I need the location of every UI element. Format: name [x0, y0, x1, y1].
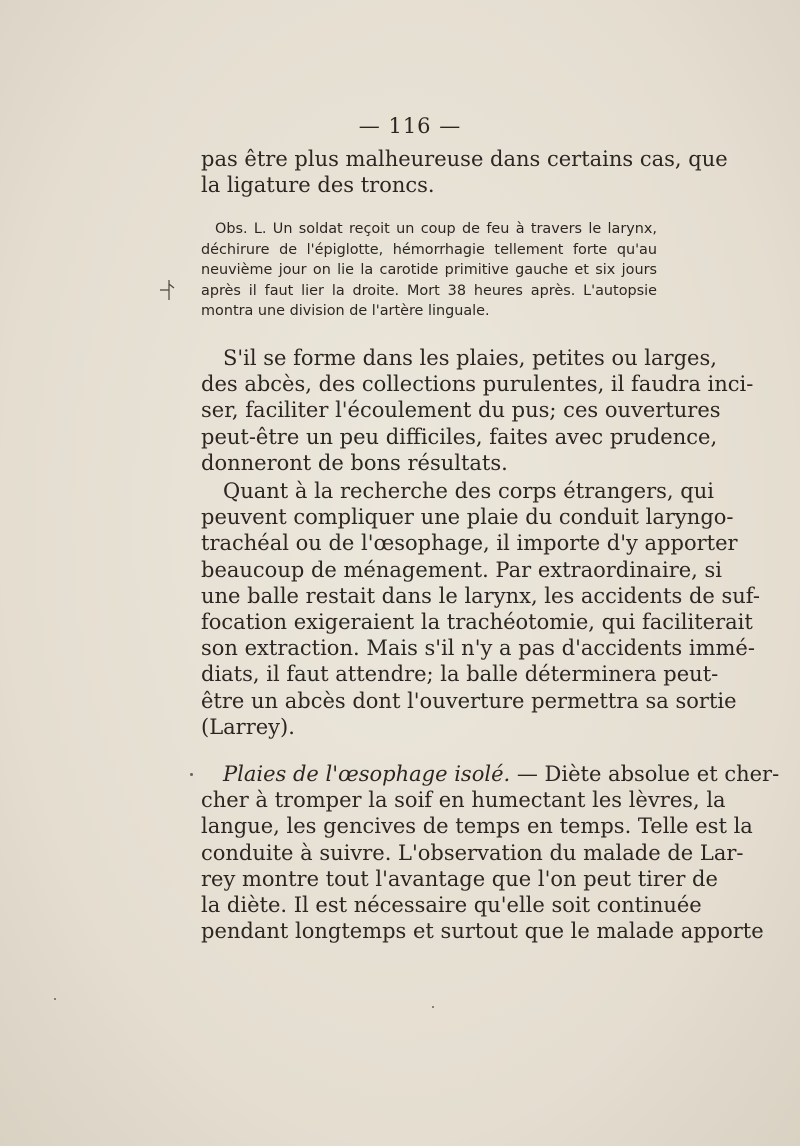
text-line: conduite à suivre. L'observation du malade de Lar- [201, 840, 744, 865]
text-line: peut-être un peu difficiles, faites avec prudence, [201, 424, 718, 449]
text-line: Quant à la recherche des corps étrangers, qui [223, 479, 714, 503]
text-line: des abcès, des collections purulentes, il faudra inci- [201, 372, 754, 397]
text-line: pas être plus malheureuse dans certains cas, que [201, 147, 728, 171]
ink-speck [190, 773, 193, 776]
text-line: cher à tromper la soif en humectant les lèvres, la [201, 788, 726, 813]
text-line: après il faut lier la droite. Mort 38 heures après. L'autopsie [201, 282, 657, 299]
text-line: rey montre tout l'avantage que l'on peut tirer de [201, 866, 718, 891]
text-line: son extraction. Mais s'il n'y a pas d'accidents immé- [201, 636, 755, 661]
text-line [201, 761, 780, 787]
text-line: focation exigeraient la trachéotomie, qui faciliterait [201, 610, 753, 635]
text-line: peuvent compliquer une plaie du conduit laryngo- [201, 505, 734, 530]
margin-mark-icon [158, 278, 178, 302]
text-line: une balle restait dans le larynx, les accidents de suf- [201, 583, 760, 608]
text-line: donneront de bons résultats. [201, 450, 508, 475]
text-line: montra une division de l'artère linguale. [201, 303, 490, 319]
text-line: (Larrey). [201, 714, 295, 739]
text-line: diats, il faut attendre; la balle déterminera peut- [201, 662, 719, 687]
text-line: la diète. Il est nécessaire qu'elle soit continuée [201, 893, 702, 918]
text-line: trachéal ou de l'œsophage, il importe d'y apporter [201, 531, 738, 556]
text-line: être un abcès dont l'ouverture permettra sa sortie [201, 688, 737, 713]
paragraph-4 [201, 761, 780, 944]
paragraph-2 [201, 345, 754, 476]
observation-note [201, 219, 657, 322]
page-number: — 116 — [358, 114, 462, 138]
ink-speck [432, 1006, 434, 1008]
text-line: S'il se forme dans les plaies, petites ou larges, [223, 346, 717, 370]
text-line: beaucoup de ménagement. Par extraordinaire, si [201, 557, 723, 582]
text-line: langue, les gencives de temps en temps. Telle est la [201, 814, 753, 839]
text-line: pendant longtemps et surtout que le malade apporte [201, 919, 764, 944]
text-line: Obs. L. Un soldat reçoit un coup de feu à travers le larynx, [215, 221, 657, 237]
section-title: Plaies de l'œsophage isolé. [223, 762, 511, 786]
text-line: la ligature des troncs. [201, 173, 435, 198]
text-line: ser, faciliter l'écoulement du pus; ces ouvertures [201, 398, 721, 423]
text-fragment: — Diète absolue et cher- [510, 762, 780, 786]
text-line: neuvième jour on lie la carotide primitive gauche et six jours [201, 262, 657, 278]
text-line: déchirure de l'épiglotte, hémorrhagie tellement forte qu'au [201, 241, 657, 258]
paragraph-1 [201, 146, 728, 198]
paragraph-3 [201, 478, 760, 740]
ink-speck [54, 998, 56, 1000]
